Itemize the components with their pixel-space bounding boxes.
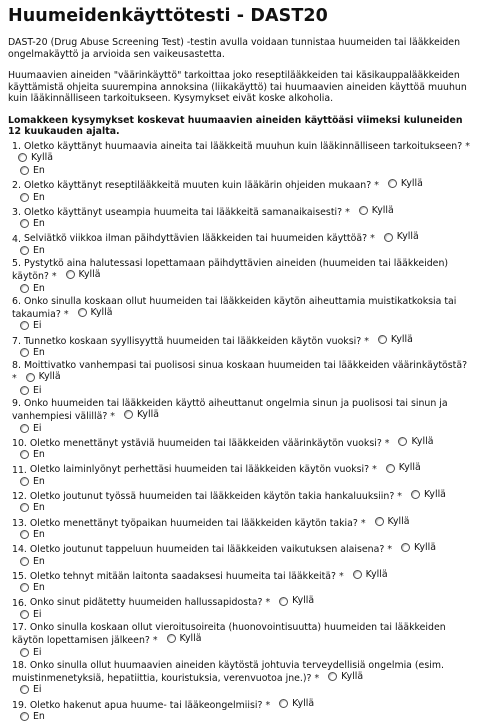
question-number: 18. [12,660,27,671]
option-no[interactable] [20,192,45,203]
option-no-label: Ei [33,320,42,331]
question-text: Onko sinulla koskaan ollut huumeiden tai lääkkeiden käytön aiheuttamia muistikatkoksia tai takaumia? [12,296,456,320]
option-yes-label: Kyllä [388,516,410,527]
option-yes-label: Kyllä [397,231,419,242]
radio-icon[interactable] [20,321,29,330]
radio-icon[interactable] [20,583,29,592]
question-item [12,205,470,232]
question-number: 5. [12,258,21,269]
option-no[interactable] [20,165,45,176]
option-no[interactable] [20,684,42,695]
question-text: Tunnetko koskaan syyllisyyttä huumeiden tai lääkkeiden käytön vuoksi? [24,336,361,347]
question-text-line [12,360,470,385]
question-text-line [12,595,470,608]
question-text-line [12,178,470,191]
question-text: Moittivatko vanhempasi tai puolisosi sinua koskaan huumeiden tai lääkkeiden väärinkäytöstä? [24,360,467,371]
option-yes[interactable] [353,569,388,580]
option-yes[interactable] [401,542,436,553]
required-marker: * [315,673,320,684]
option-no-row [12,320,470,333]
option-yes[interactable] [328,671,363,682]
option-yes-label: Kyllä [411,436,433,447]
option-yes[interactable] [388,178,423,189]
question-item [12,542,470,569]
required-marker: * [339,571,344,582]
option-yes-label: Kyllä [137,409,159,420]
option-yes-label: Kyllä [372,205,394,216]
option-no-row [12,529,470,542]
option-no[interactable] [20,320,42,331]
question-item [12,436,470,463]
option-no-label: Ei [33,684,42,695]
option-yes[interactable] [78,307,113,318]
option-yes[interactable] [398,436,433,447]
option-no-row [12,647,470,660]
question-text: Selviätkö viikkoa ilman päihdyttävien lääkkeiden tai huumeiden käyttöä? [24,234,367,245]
question-item [12,569,470,596]
definition-text: Huumaavien aineiden "väärinkäyttö" tarkoittaa joko reseptilääkkeiden tai käsikauppalääkkeiden käyttämistä ohjeita suurempina annoksina (liikakäyttö) tai huumaavien aineiden käyttöä muuhun kuin lääkinnälliseen tarkoitukseen. Kysymykset eivät koske alkoholia. [8,70,470,105]
option-yes[interactable] [386,462,421,473]
question-item [12,660,470,698]
radio-icon[interactable] [167,634,176,643]
option-no-label: En [33,165,45,176]
option-no-row [12,502,470,515]
option-yes[interactable] [375,516,410,527]
question-text-line [12,334,470,347]
option-no-label: En [33,347,45,358]
radio-icon[interactable] [20,450,29,459]
option-no-row [12,165,470,178]
required-marker: * [372,465,377,476]
required-marker: * [387,544,392,555]
page-title: Huumeidenkäyttötesti - DAST20 [8,5,470,27]
option-no[interactable] [20,609,42,620]
question-text-line [12,141,470,166]
question-text-line [12,516,470,529]
radio-icon[interactable] [20,424,29,433]
question-text: Onko sinulla koskaan ollut vieroitusoireita (huonovointisuutta) huumeiden tai lääkkeiden käytön lopettamisen jälkeen? [12,622,446,646]
question-text: Onko sinut pidätetty huumeiden hallussapidosta? [30,598,263,609]
question-text: Oletko käyttänyt useampia huumeita tai lääkkeitä samanaikaisesti? [24,207,342,218]
question-text: Oletko laiminlyönyt perhettäsi huumeiden tai lääkkeiden käytön vuoksi? [30,465,369,476]
instructions-heading: Lomakkeen kysymykset koskevat huumaavien aineiden käyttöäsi viimeksi kuluneiden 12 kuukauden ajalta. [8,115,470,138]
question-text: Oletko käyttänyt huumaavia aineita tai lääkkeitä muuhun kuin lääkinnälliseen tarkoitukseen? [24,141,462,152]
question-item [12,516,470,543]
question-text-line [12,489,470,502]
required-marker: * [361,518,366,529]
radio-icon[interactable] [20,557,29,566]
question-number: 13. [12,518,27,529]
option-no-label: En [33,192,45,203]
option-yes-label: Kyllä [366,569,388,580]
question-text-line [12,660,470,685]
option-no-label: En [33,582,45,593]
option-yes-label: Kyllä [180,633,202,644]
question-number: 10. [12,438,27,449]
question-item [12,398,470,436]
question-item [12,360,470,398]
question-number: 16. [12,598,27,609]
option-no[interactable] [20,347,45,358]
radio-icon[interactable] [124,410,133,419]
option-yes[interactable] [359,205,394,216]
option-no-row [12,192,470,205]
radio-icon[interactable] [20,386,29,395]
question-text: Oletko menettänyt työpaikan huumeiden tai lääkkeiden käytön takia? [30,518,358,529]
option-no-label: En [33,476,45,487]
option-no[interactable] [20,449,45,460]
option-yes-label: Kyllä [79,269,101,280]
radio-icon[interactable] [66,270,75,279]
option-no-row [12,218,470,231]
radio-icon[interactable] [388,179,397,188]
radio-icon[interactable] [353,570,362,579]
question-number: 4. [12,234,21,245]
option-yes-label: Kyllä [91,307,113,318]
question-text: Oletko tehnyt mitään laitonta saadaksesi huumeita tai lääkkeitä? [30,571,336,582]
option-no-label: En [33,245,45,256]
option-no-label: En [33,218,45,229]
option-yes[interactable] [411,489,446,500]
radio-icon[interactable] [20,166,29,175]
option-no-row [12,582,470,595]
radio-icon[interactable] [279,597,288,606]
question-item [12,258,470,296]
radio-icon[interactable] [20,648,29,657]
question-text-line [12,205,470,218]
radio-icon[interactable] [398,437,407,446]
option-no[interactable] [20,711,45,722]
option-yes-label: Kyllä [292,698,314,709]
radio-icon[interactable] [20,193,29,202]
option-yes[interactable] [66,269,101,280]
option-yes-label: Kyllä [39,371,61,382]
option-yes-label: Kyllä [292,595,314,606]
question-text-line [12,542,470,555]
radio-icon[interactable] [20,712,29,721]
required-marker: * [364,336,369,347]
question-text-line [12,296,470,321]
required-marker: * [265,700,270,711]
question-item [12,334,470,361]
option-no-row [12,347,470,360]
option-yes[interactable] [384,231,419,242]
question-text: Oletko joutunut työssä huumeiden tai lääkkeiden käytön takia hankaluuksiin? [30,491,394,502]
radio-icon[interactable] [20,477,29,486]
option-yes-label: Kyllä [401,178,423,189]
option-no[interactable] [20,283,45,294]
option-no[interactable] [20,476,45,487]
option-no-row [12,449,470,462]
radio-icon[interactable] [20,219,29,228]
option-no-row [12,245,470,258]
radio-icon[interactable] [20,530,29,539]
option-yes-label: Kyllä [399,462,421,473]
option-no[interactable] [20,502,45,513]
question-item [12,296,470,334]
question-number: 14. [12,544,27,555]
question-item [12,141,470,179]
option-no-row [12,609,470,622]
question-text: Pystytkö aina halutessasi lopettamaan päihdyttävien aineiden (huumeiden tai lääkkeiden) käytön? [12,258,448,282]
radio-icon[interactable] [384,233,393,242]
question-item [12,622,470,660]
option-yes[interactable] [167,633,202,644]
question-number: 12. [12,491,27,502]
option-no-row [12,423,470,436]
question-number: 9. [12,398,21,409]
radio-icon[interactable] [20,246,29,255]
question-item [12,698,470,724]
question-text-line [12,231,470,244]
question-text-line [12,398,470,423]
question-text-line [12,462,470,475]
question-item [12,595,470,622]
required-marker: * [110,411,115,422]
option-no[interactable] [20,423,42,434]
required-marker: * [370,234,375,245]
option-no-row [12,476,470,489]
option-no[interactable] [20,385,42,396]
option-no-label: Ei [33,385,42,396]
option-no[interactable] [20,218,45,229]
question-item [12,178,470,205]
option-no-label: En [33,502,45,513]
option-no[interactable] [20,245,45,256]
question-text: Oletko menettänyt ystäviä huumeiden tai lääkkeiden väärinkäytön vuoksi? [30,438,382,449]
question-number: 11. [12,465,27,476]
radio-icon[interactable] [359,206,368,215]
question-number: 17. [12,622,27,633]
question-item [12,489,470,516]
radio-icon[interactable] [375,517,384,526]
option-no-row [12,684,470,697]
required-marker: * [345,207,350,218]
option-yes[interactable] [18,152,53,163]
required-marker: * [266,598,271,609]
required-marker: * [12,374,17,385]
question-item [12,231,470,258]
option-no-row [12,556,470,569]
radio-icon[interactable] [78,308,87,317]
question-number: 1. [12,141,21,152]
required-marker: * [153,635,158,646]
question-text: Onko sinulla ollut huumaavien aineiden käytöstä johtuvia terveydellisiä ongelmia (esim. muistinmenetyksiä, hepatiittia, kouristuksia, verenvuotoa jne.)? [12,660,444,684]
required-marker: * [465,141,470,152]
option-yes-label: Kyllä [391,334,413,345]
question-text: Oletko käyttänyt reseptilääkkeitä muuten kuin lääkärin ohjeiden mukaan? [24,180,371,191]
question-text-line [12,698,470,711]
option-no-label: En [33,283,45,294]
required-marker: * [385,438,390,449]
option-no[interactable] [20,647,42,658]
question-number: 2. [12,180,21,191]
option-no-label: En [33,449,45,460]
option-no-row [12,711,470,724]
question-text: Oletko joutunut tappeluun huumeiden tai lääkkeiden vaikutuksen alaisena? [30,544,384,555]
option-yes[interactable] [279,698,314,709]
question-number: 15. [12,571,27,582]
option-yes[interactable] [26,371,61,382]
question-number: 3. [12,207,21,218]
option-yes[interactable] [279,595,314,606]
option-yes-label: Kyllä [414,542,436,553]
option-no[interactable] [20,529,45,540]
option-yes-label: Kyllä [424,489,446,500]
option-yes-label: Kyllä [341,671,363,682]
question-text-line [12,436,470,449]
option-no-label: Ei [33,647,42,658]
question-list [8,141,470,724]
intro-text: DAST-20 (Drug Abuse Screening Test) -testin avulla voidaan tunnistaa huumeiden tai lääkkeiden ongelmakäyttö ja arvioida sen vaikeusastetta. [8,37,470,60]
option-yes[interactable] [124,409,159,420]
radio-icon[interactable] [378,335,387,344]
option-no-label: En [33,556,45,567]
required-marker: * [374,180,379,191]
question-number: 7. [12,336,21,347]
option-yes-label: Kyllä [31,152,53,163]
radio-icon[interactable] [411,490,420,499]
option-no-label: Ei [33,423,42,434]
question-number: 19. [12,700,27,711]
option-no[interactable] [20,582,45,593]
question-text-line [12,569,470,582]
question-text: Oletko hakenut apua huume- tai lääkeongelmiisi? [30,700,263,711]
radio-icon[interactable] [20,284,29,293]
option-no-label: En [33,711,45,722]
radio-icon[interactable] [20,348,29,357]
radio-icon[interactable] [18,153,27,162]
option-no[interactable] [20,556,45,567]
option-no-row [12,283,470,296]
required-marker: * [64,309,69,320]
question-item [12,462,470,489]
radio-icon[interactable] [279,699,288,708]
option-no-row [12,385,470,398]
question-text: Onko huumeiden tai lääkkeiden käyttö aiheuttanut ongelmia sinun ja puolisosi tai sinun ja vanhempiesi välillä? [12,398,448,422]
radio-icon[interactable] [26,373,35,382]
question-text-line [12,258,470,283]
radio-icon[interactable] [386,464,395,473]
required-marker: * [52,271,57,282]
required-marker: * [397,491,402,502]
radio-icon[interactable] [20,503,29,512]
question-text-line [12,622,470,647]
question-number: 8. [12,360,21,371]
option-no-label: En [33,529,45,540]
radio-icon[interactable] [20,610,29,619]
radio-icon[interactable] [20,685,29,694]
option-no-label: Ei [33,609,42,620]
radio-icon[interactable] [401,543,410,552]
option-yes[interactable] [378,334,413,345]
question-number: 6. [12,296,21,307]
radio-icon[interactable] [328,672,337,681]
